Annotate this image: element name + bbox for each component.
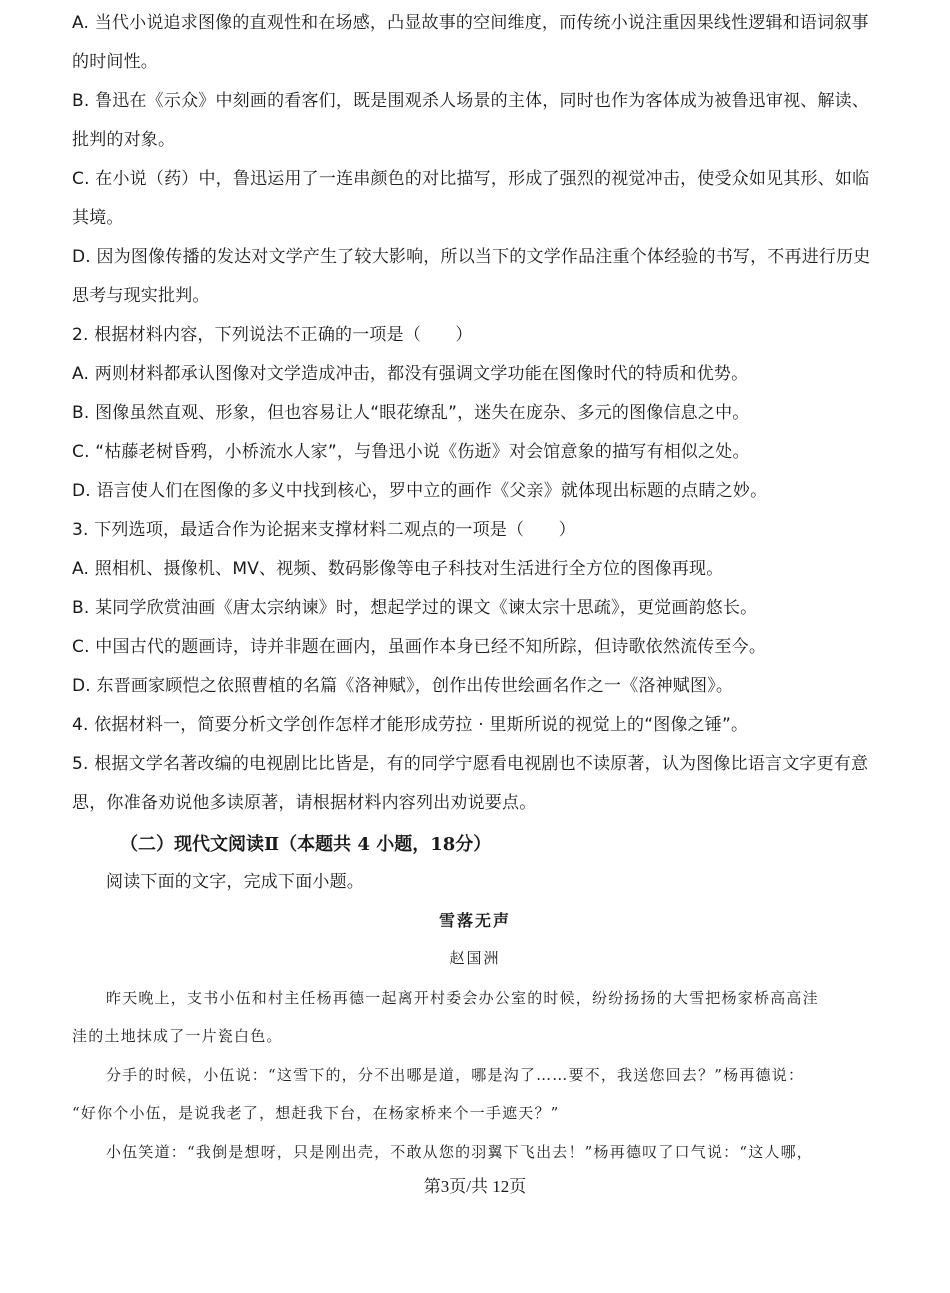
q3-option-b: B. 某同学欣赏油画《唐太宗纳谏》时，想起学过的课文《谏太宗十思疏》，更觉画韵悠长。 <box>72 598 758 618</box>
q2-stem: 2. 根据材料内容，下列说法不正确的一项是（ ） <box>72 325 473 345</box>
story-p1-line1: 昨天晚上，支书小伍和村主任杨再德一起离开村委会办公室的时候，纷纷扬扬的大雪把杨家桥高高洼 <box>106 989 819 1007</box>
q4-stem: 4. 依据材料一，简要分析文学创作怎样才能形成劳拉 · 里斯所说的视觉上的“图像之锤”。 <box>72 715 749 735</box>
q2-option-d: D. 语言使人们在图像的多义中找到核心，罗中立的画作《父亲》就体现出标题的点睛之妙。 <box>72 481 768 501</box>
q2-option-c: C. “枯藤老树昏鸦，小桥流水人家”，与鲁迅小说《伤逝》对会馆意象的描写有相似之处。 <box>72 442 750 462</box>
q1-option-c-line1: C. 在小说（药）中，鲁迅运用了一连串颜色的对比描写，形成了强烈的视觉冲击，使受众如见其形、如临 <box>72 169 870 189</box>
story-p1-line2: 洼的土地抹成了一片瓷白色。 <box>72 1027 283 1045</box>
q2-option-b: B. 图像虽然直观、形象，但也容易让人“眼花缭乱”，迷失在庞杂、多元的图像信息之中。 <box>72 403 750 423</box>
q2-option-a: A. 两则材料都承认图像对文学造成冲击，都没有强调文学功能在图像时代的特质和优势。 <box>72 364 749 384</box>
story-p2-line2: “好你个小伍，是说我老了，想赶我下台，在杨家桥来个一手遮天？” <box>72 1104 560 1122</box>
q5-line2: 思，你准备劝说他多读原著，请根据材料内容列出劝说要点。 <box>72 793 537 813</box>
q3-stem: 3. 下列选项，最适合作为论据来支撑材料二观点的一项是（ ） <box>72 520 576 540</box>
q3-option-c: C. 中国古代的题画诗，诗并非题在画内，虽画作本身已经不知所踪，但诗歌依然流传至今。 <box>72 637 767 657</box>
section-heading: （二）现代文阅读Ⅱ（本题共 4 小题，18分） <box>120 834 492 855</box>
section-instruction: 阅读下面的文字，完成下面小题。 <box>106 872 364 892</box>
q3-option-d: D. 东晋画家顾恺之依照曹植的名篇《洛神赋》，创作出传世绘画名作之一《洛神赋图》。 <box>72 676 734 696</box>
q1-option-a-line1: A. 当代小说追求图像的直观性和在场感，凸显故事的空间维度，而传统小说注重因果线性逻辑和语词叙事 <box>72 13 869 33</box>
q1-option-c-line2: 其境。 <box>72 208 124 228</box>
q1-option-b-line1: B. 鲁迅在《示众》中刻画的看客们，既是围观杀人场景的主体，同时也作为客体成为被鲁迅审视、解读、 <box>72 91 870 111</box>
q3-option-a: A. 照相机、摄像机、MV、视频、数码影像等电子科技对生活进行全方位的图像再现。 <box>72 559 724 579</box>
story-p2-line1: 分手的时候，小伍说：“这雪下的，分不出哪是道，哪是沟了……要不，我送您回去？”杨再德说： <box>106 1066 805 1084</box>
page-number: 第3页/共 12页 <box>423 1177 527 1196</box>
story-title: 雪落无声 <box>438 911 511 930</box>
story-author: 赵国洲 <box>449 949 501 967</box>
q1-option-d-line1: D. 因为图像传播的发达对文学产生了较大影响，所以当下的文学作品注重个体经验的书写，不再进行历史 <box>72 247 871 267</box>
q1-option-a-line2: 的时间性。 <box>72 52 158 72</box>
q1-option-b-line2: 批判的对象。 <box>72 130 176 150</box>
q1-option-d-line2: 思考与现实批判。 <box>72 286 210 306</box>
story-p3-line1: 小伍笑道：“我倒是想呀，只是刚出壳，不敢从您的羽翼下飞出去！”杨再德叹了口气说：“这人哪， <box>106 1143 814 1161</box>
q5-line1: 5. 根据文学名著改编的电视剧比比皆是，有的同学宁愿看电视剧也不读原著，认为图像比语言文字更有意 <box>72 754 869 774</box>
